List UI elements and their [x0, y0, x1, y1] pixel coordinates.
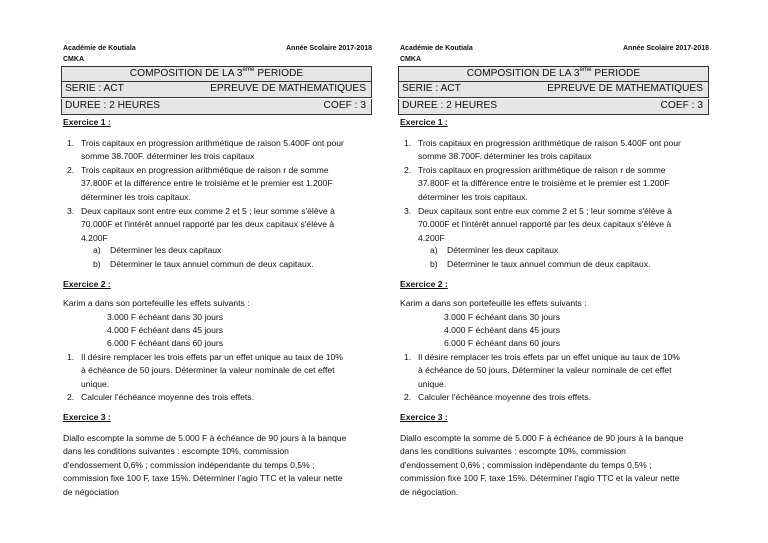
ex3-line: commission fixe 100 F, taxe 15%. Déterminer l'agio TTC et la valeur nette	[63, 473, 343, 484]
serie-box	[61, 82, 372, 98]
ex2-effet-1: 3.000 F échéant dans 30 jours	[444, 312, 561, 322]
item-number: 2.	[67, 165, 75, 175]
exercise-2-heading: Exercice 2 :	[400, 279, 448, 289]
exam-title-box	[61, 66, 372, 82]
item-line: déterminer les trois capitaux.	[81, 191, 191, 202]
duree-label: DUREE : 2 HEURES	[402, 100, 498, 111]
school-label: CMKA	[400, 56, 421, 63]
item-number: 3.	[404, 206, 412, 216]
exam-title-sup: ème	[242, 66, 255, 73]
exam-title-sup: ème	[579, 66, 592, 73]
item-line: 4.200F	[81, 232, 108, 243]
exercise-3-heading: Exercice 3 :	[400, 412, 448, 422]
item-number: 2.	[404, 392, 412, 402]
item-line: unique.	[81, 378, 110, 389]
header-line	[400, 44, 709, 53]
ex2-effet-1: 3.000 F échéant dans 30 jours	[107, 312, 224, 322]
item-line: déterminer les trois capitaux.	[418, 191, 528, 202]
item-line: Deux capitaux sont entre eux comme 2 et 5 ; leur somme s'élève à	[81, 206, 335, 216]
item-line: somme 38.700F. déterminer les trois capitaux	[81, 151, 255, 162]
exam-sheet-left	[61, 0, 372, 543]
sub-text: Déterminer le taux annuel commun de deux capitaux.	[110, 259, 314, 269]
ex3-line: d'endossement 0,6% ; commission indépendante du temps 0,5% ;	[63, 459, 315, 470]
item-number: 1.	[67, 352, 75, 362]
item-line: à échéance de 50 jours. Déterminer la valeur nominale de cet effet	[81, 365, 335, 376]
item-text	[418, 351, 709, 391]
ex3-line: de négociation.	[400, 486, 459, 497]
duree-box	[61, 99, 372, 115]
epreuve-label: EPREUVE DE MATHEMATIQUES	[210, 83, 366, 94]
ex2-effet-3: 6.000 F échéant dans 60 jours	[107, 338, 224, 348]
item-number: 1.	[67, 138, 75, 148]
sub-text: Déterminer les deux capitaux	[110, 245, 222, 255]
item-line: Trois capitaux en progression arithmétique de raison r de somme	[81, 165, 329, 175]
school-year-label: Année Scolaire 2017-2018	[286, 45, 372, 52]
coef-label: COEF : 3	[660, 100, 703, 111]
item-text	[418, 164, 709, 204]
item-line: Trois capitaux en progression arithmétique de raison 5.400F ont pour	[81, 138, 344, 148]
item-text	[81, 164, 372, 204]
exercise-3-heading: Exercice 3 :	[63, 412, 111, 422]
ex3-text	[400, 432, 709, 499]
school-label: CMKA	[63, 56, 84, 63]
item-line: à échéance de 50 jours. Déterminer la valeur nominale de cet effet	[418, 365, 672, 376]
item-line: 70.000F et l'intérêt annuel rapporté par les deux capitaux s'élève à	[418, 219, 672, 230]
item-number: 1.	[404, 138, 412, 148]
ex2-intro: Karim a dans son portefeuille les effets suivants :	[63, 298, 250, 308]
header-line	[63, 44, 372, 53]
sub-letter: a)	[430, 245, 438, 255]
epreuve-label: EPREUVE DE MATHEMATIQUES	[547, 83, 703, 94]
item-line: Deux capitaux sont entre eux comme 2 et 5 ; leur somme s'élève à	[418, 206, 672, 216]
item-number: 2.	[404, 165, 412, 175]
ex3-text	[63, 432, 372, 499]
item-line: Trois capitaux en progression arithmétique de raison 5.400F ont pour	[418, 138, 681, 148]
item-text	[418, 205, 709, 245]
item-line: 4.200F	[418, 232, 445, 243]
item-text	[418, 391, 709, 404]
ex2-effet-2: 4.000 F échéant dans 45 jours	[107, 325, 224, 335]
exam-sheet-right	[398, 0, 709, 543]
duree-label: DUREE : 2 HEURES	[65, 100, 161, 111]
sub-text: Déterminer les deux capitaux	[447, 245, 559, 255]
ex3-line: de négociation	[63, 486, 119, 497]
item-text	[81, 137, 372, 164]
item-text	[81, 391, 372, 404]
ex2-effet-3: 6.000 F échéant dans 60 jours	[444, 338, 561, 348]
academie-label: Académie de Koutiala	[400, 45, 473, 52]
coef-label: COEF : 3	[323, 100, 366, 111]
item-line: somme 38.700F. déterminer les trois capitaux	[418, 151, 592, 162]
ex3-line: commission fixe 100 F, taxe 15%. Déterminer l'agio TTC et la valeur nette	[400, 473, 680, 484]
sub-text: Déterminer le taux annuel commun de deux capitaux.	[447, 259, 651, 269]
ex2-effet-2: 4.000 F échéant dans 45 jours	[444, 325, 561, 335]
sub-letter: a)	[93, 245, 101, 255]
serie-box	[398, 82, 709, 98]
item-line: 37.800F et la différence entre le troisième et le premier est 1.200F	[418, 178, 670, 189]
item-text	[81, 351, 372, 391]
item-number: 1.	[404, 352, 412, 362]
sub-letter: b)	[93, 259, 101, 269]
item-text	[418, 137, 709, 164]
ex3-line: dans les conditions suivantes : escompte 10%, commission	[63, 446, 289, 457]
item-text	[81, 205, 372, 245]
exercise-1-heading: Exercice 1 :	[63, 117, 111, 127]
item-line: Calculer l'échéance moyenne des trois effets.	[418, 392, 591, 402]
ex3-line: Diallo escompte la somme de 5.000 F à échéance de 90 jours à la banque	[63, 433, 347, 443]
exercise-1-heading: Exercice 1 :	[400, 117, 448, 127]
school-year-label: Année Scolaire 2017-2018	[623, 45, 709, 52]
exam-title-part1: COMPOSITION DE LA 3	[466, 68, 580, 79]
exam-title-part2: PERIODE	[254, 68, 304, 79]
exercise-2-heading: Exercice 2 :	[63, 279, 111, 289]
serie-label: SERIE : ACT	[65, 83, 124, 94]
exam-title-part1: COMPOSITION DE LA 3	[129, 68, 243, 79]
duree-box	[398, 99, 709, 115]
item-line: 70.000F et l'intérêt annuel rapporté par les deux capitaux s'élève à	[81, 219, 335, 230]
item-line: Il désire remplacer les trois effets par un effet unique au taux de 10%	[418, 352, 680, 362]
ex3-line: d'endossement 0,6% ; commission indépendante du temps 0,5% ;	[400, 459, 652, 470]
exam-title-part2: PERIODE	[591, 68, 641, 79]
academie-label: Académie de Koutiala	[63, 45, 136, 52]
ex3-line: Diallo escompte la somme de 5.000 F à échéance de 90 jours à la banque	[400, 433, 684, 443]
sub-letter: b)	[430, 259, 438, 269]
item-line: Il désire remplacer les trois effets par un effet unique au taux de 10%	[81, 352, 343, 362]
item-number: 2.	[67, 392, 75, 402]
ex3-line: dans les conditions suivantes : escompte 10%, commission	[400, 446, 626, 457]
serie-label: SERIE : ACT	[402, 83, 461, 94]
item-line: 37.800F et la différence entre le troisième et le premier est 1.200F	[81, 178, 333, 189]
exam-title-box	[398, 66, 709, 82]
ex2-intro: Karim a dans son portefeuille les effets suivants :	[400, 298, 587, 308]
item-line: Trois capitaux en progression arithmétique de raison r de somme	[418, 165, 666, 175]
item-number: 3.	[67, 206, 75, 216]
item-line: unique.	[418, 378, 447, 389]
item-line: Calculer l'échéance moyenne des trois effets.	[81, 392, 254, 402]
